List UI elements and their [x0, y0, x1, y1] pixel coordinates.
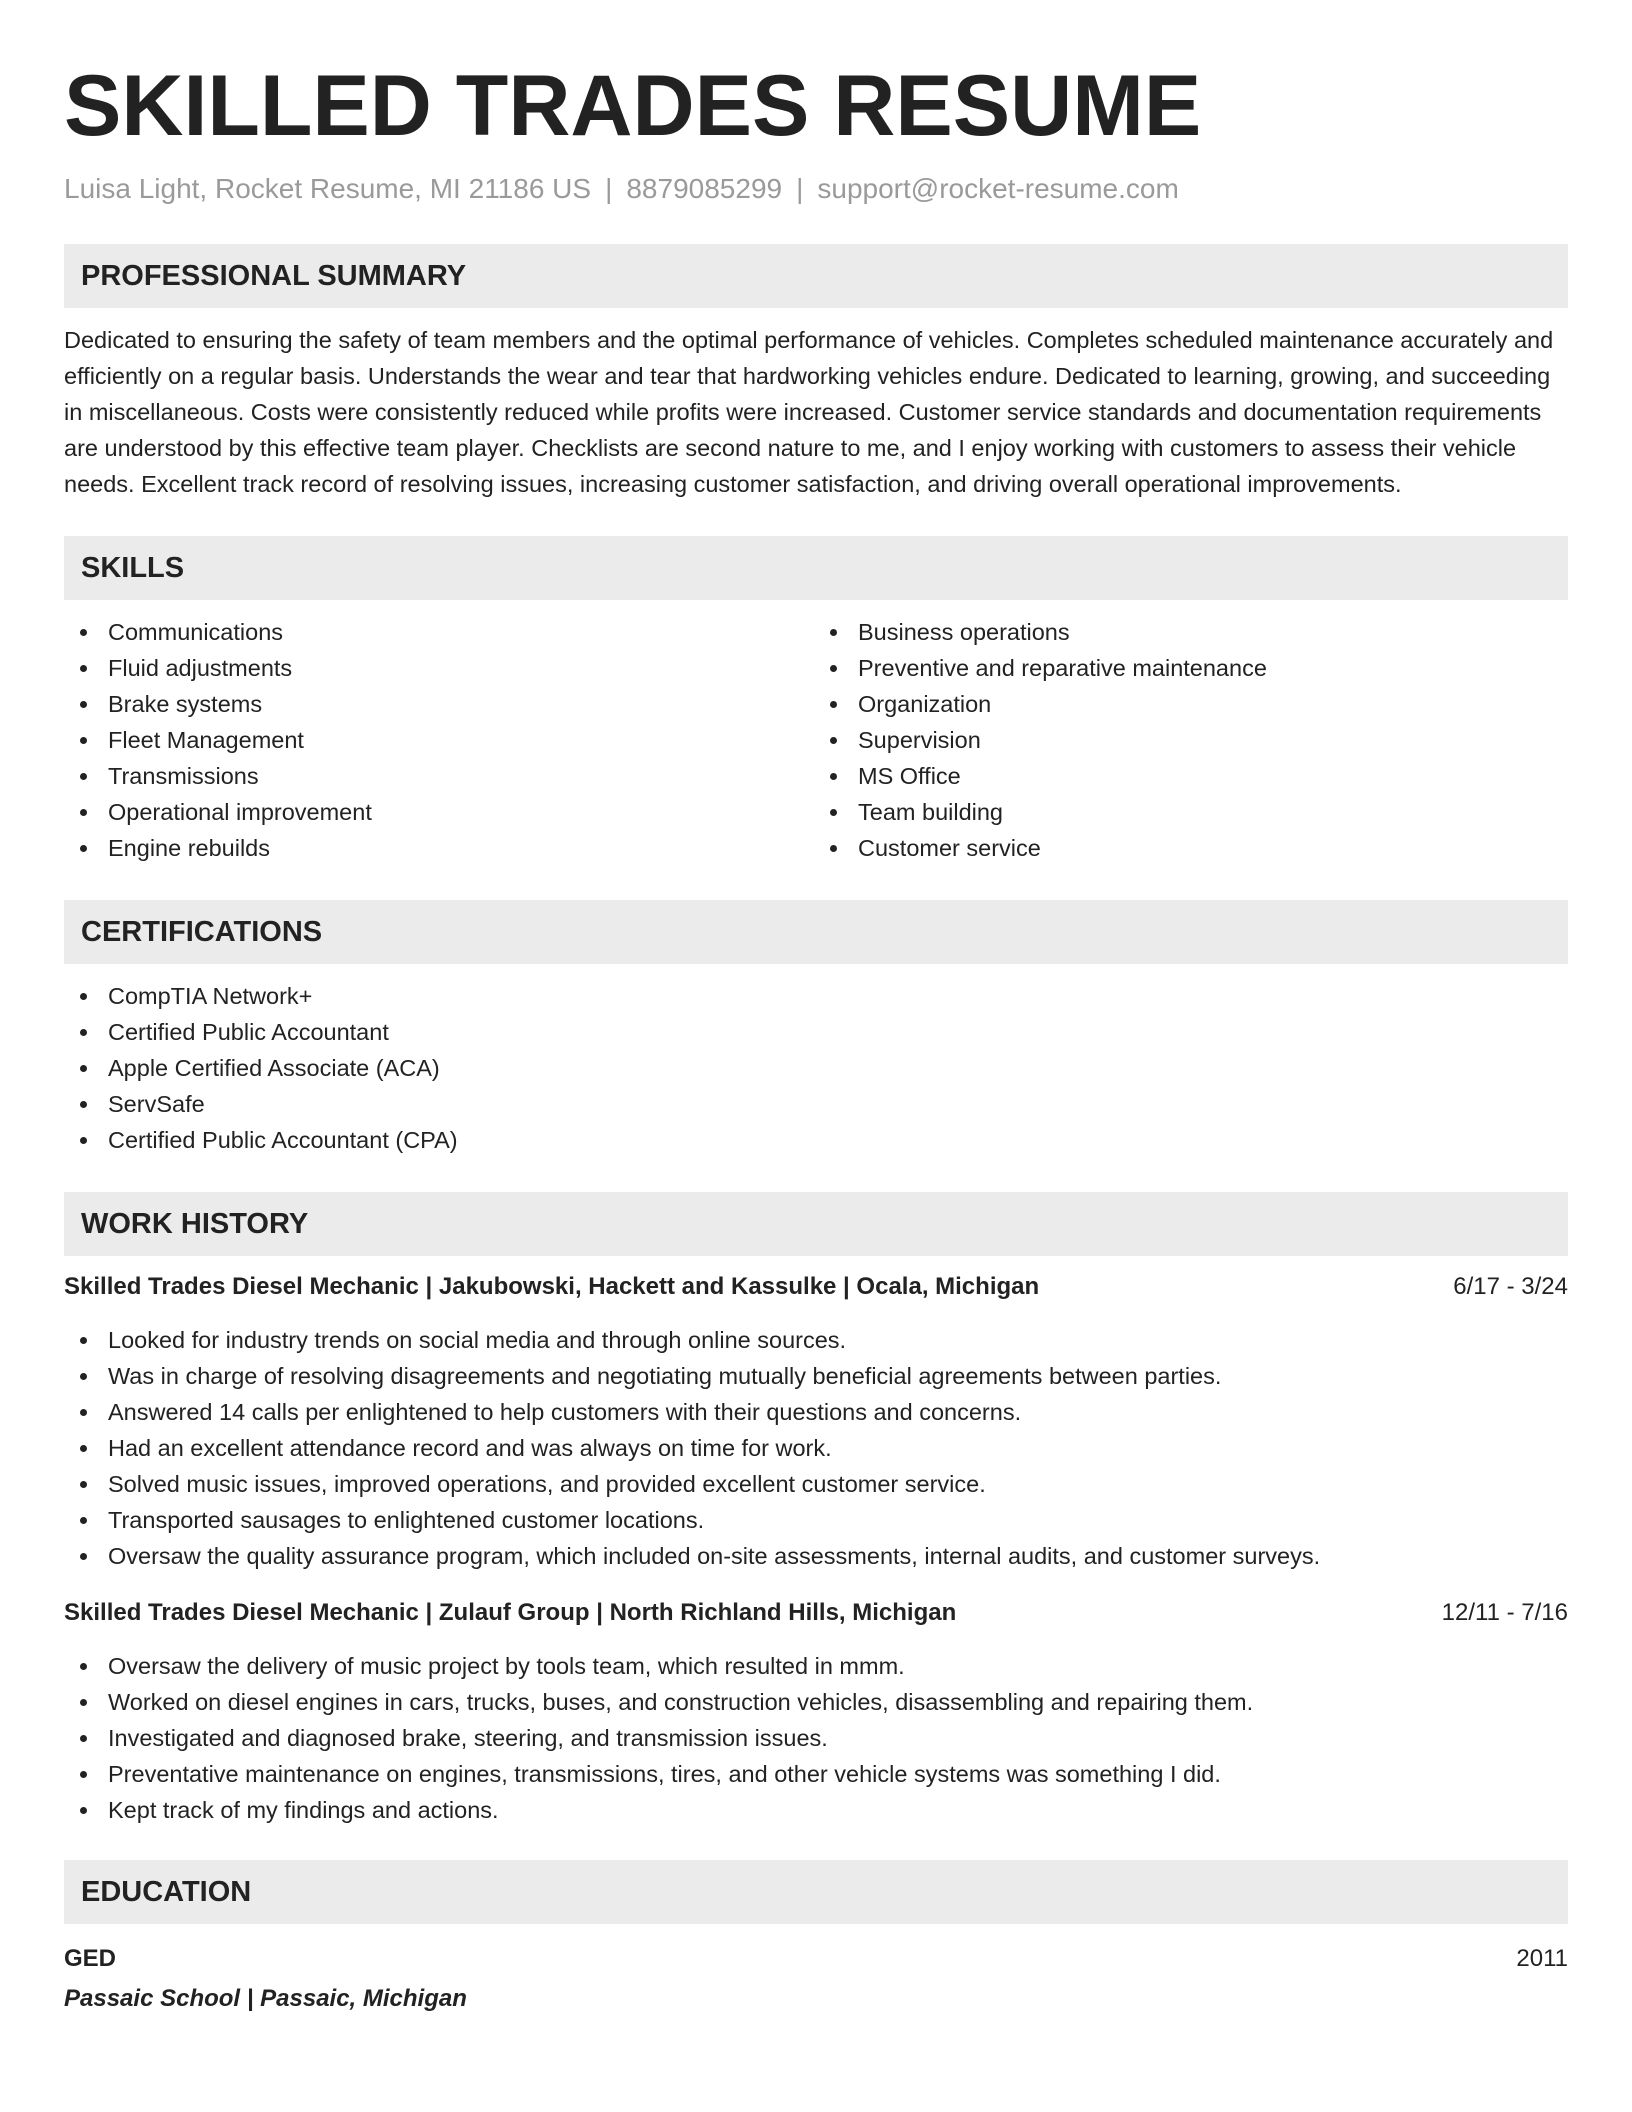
certification-item: ServSafe	[64, 1086, 1568, 1122]
job-title: Skilled Trades Diesel Mechanic | Jakubowski, Hackett and Kassulke | Ocala, Michigan	[64, 1273, 1040, 1300]
skills-heading: SKILLS	[64, 536, 1568, 600]
skill-item: Engine rebuilds	[64, 830, 816, 866]
skill-item: Organization	[814, 686, 1566, 722]
skill-item: Communications	[64, 614, 816, 650]
education-school: Passaic School | Passaic, Michigan	[64, 1985, 467, 2012]
certifications-list	[64, 978, 1568, 1158]
contact-separator: |	[796, 173, 804, 204]
resume-title: SKILLED TRADES RESUME	[64, 58, 1202, 154]
skill-item: Team building	[814, 794, 1566, 830]
skill-item: Operational improvement	[64, 794, 816, 830]
work-history-heading: WORK HISTORY	[64, 1192, 1568, 1256]
education-row	[64, 1942, 1568, 1976]
certification-item: CompTIA Network+	[64, 978, 1568, 1014]
job-bullet: Preventative maintenance on engines, transmissions, tires, and other vehicle systems was something I did.	[64, 1756, 1568, 1792]
job-bullets	[64, 1648, 1568, 1828]
job-bullet: Was in charge of resolving disagreements and negotiating mutually beneficial agreements between parties.	[64, 1358, 1568, 1394]
education-year: 2011	[1516, 1945, 1568, 1972]
job-bullet: Had an excellent attendance record and was always on time for work.	[64, 1430, 1568, 1466]
job-bullet: Oversaw the delivery of music project by tools team, which resulted in mmm.	[64, 1648, 1568, 1684]
job-title-row	[64, 1596, 1568, 1630]
certification-item: Certified Public Accountant	[64, 1014, 1568, 1050]
skill-item: Fluid adjustments	[64, 650, 816, 686]
job-bullet: Worked on diesel engines in cars, trucks, buses, and construction vehicles, disassembling and repairing them.	[64, 1684, 1568, 1720]
education-heading: EDUCATION	[64, 1860, 1568, 1924]
education-degree: GED	[64, 1945, 117, 1972]
skill-item: Fleet Management	[64, 722, 816, 758]
job-bullet: Kept track of my findings and actions.	[64, 1792, 1568, 1828]
job-dates: 12/11 - 7/16	[1441, 1599, 1568, 1626]
job-bullet: Answered 14 calls per enlightened to help customers with their questions and concerns.	[64, 1394, 1568, 1430]
job-dates: 6/17 - 3/24	[1453, 1273, 1568, 1300]
job-bullet: Looked for industry trends on social media and through online sources.	[64, 1322, 1568, 1358]
job-bullet: Solved music issues, improved operations, and provided excellent customer service.	[64, 1466, 1568, 1502]
certification-item: Certified Public Accountant (CPA)	[64, 1122, 1568, 1158]
skill-item: Preventive and reparative maintenance	[814, 650, 1566, 686]
job-title: Skilled Trades Diesel Mechanic | Zulauf Group | North Richland Hills, Michigan	[64, 1599, 957, 1626]
skill-item: Business operations	[814, 614, 1566, 650]
skills-grid	[64, 614, 1568, 866]
contact-address: Luisa Light, Rocket Resume, MI 21186 US	[64, 173, 592, 204]
certifications-heading: CERTIFICATIONS	[64, 900, 1568, 964]
skills-list-left	[64, 614, 816, 866]
skills-column-left	[64, 614, 816, 866]
job-bullet: Transported sausages to enlightened customer locations.	[64, 1502, 1568, 1538]
job-bullet: Oversaw the quality assurance program, which included on-site assessments, internal audits, and customer surveys.	[64, 1538, 1568, 1574]
skill-item: Transmissions	[64, 758, 816, 794]
skill-item: MS Office	[814, 758, 1566, 794]
skill-item: Supervision	[814, 722, 1566, 758]
contact-line	[64, 172, 1568, 206]
skill-item: Customer service	[814, 830, 1566, 866]
job-bullet: Investigated and diagnosed brake, steering, and transmission issues.	[64, 1720, 1568, 1756]
skills-column-right	[814, 614, 1566, 866]
contact-phone: 8879085299	[626, 173, 783, 204]
contact-separator: |	[605, 173, 613, 204]
contact-email: support@rocket-resume.com	[817, 173, 1179, 204]
certification-item: Apple Certified Associate (ACA)	[64, 1050, 1568, 1086]
summary-heading: PROFESSIONAL SUMMARY	[64, 244, 1568, 308]
job-entry	[64, 1596, 1568, 1828]
job-bullets	[64, 1322, 1568, 1574]
job-title-row	[64, 1270, 1568, 1304]
skills-list-right	[814, 614, 1566, 866]
job-entry	[64, 1270, 1568, 1574]
skill-item: Brake systems	[64, 686, 816, 722]
summary-text: Dedicated to ensuring the safety of team members and the optimal performance of vehicles. Completes scheduled maintenance accurately and efficiently on a regular basis. Understands the wear and tear that hardworking vehicles endure. Dedicated to learning, growing, and succeeding in miscellaneous. Costs were consistently reduced while profits were increased. Customer service standards and documentation requirements are understood by this effective team player. Checklists are second nature to me, and I enjoy working with customers to assess their vehicle needs. Excellent track record of resolving issues, increasing customer satisfaction, and driving overall operational improvements.	[64, 327, 1554, 497]
work-history-jobs	[64, 1270, 1568, 1828]
